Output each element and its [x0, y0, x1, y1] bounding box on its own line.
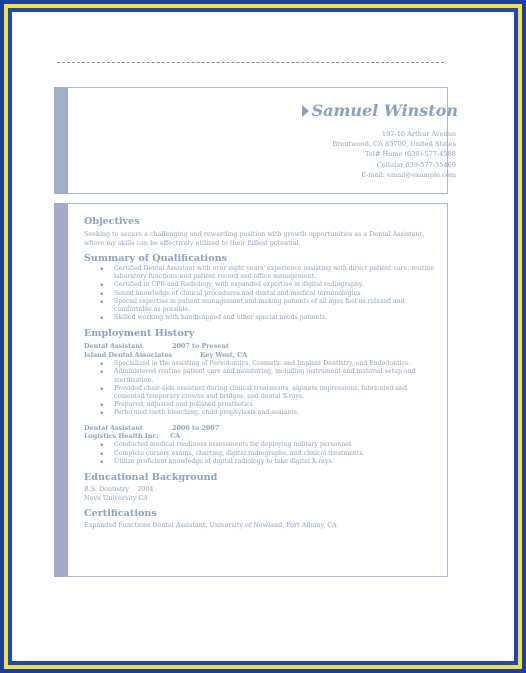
email: E-mail: email@example.com — [361, 170, 456, 179]
certifications-text: Expanded Functions Dental Assistant, University of Newland, Port Albany, CA — [84, 521, 337, 530]
education-heading: Educational Background — [84, 472, 218, 484]
job-1-header — [84, 342, 434, 359]
resume-content — [84, 216, 434, 530]
list-item: ▪ Provided chair-side assistant during clinical treatments, alginate impressions, fabricated and cemented temporary crowns and bridges, and dental X-rays. — [114, 385, 434, 401]
header-accent-bar — [54, 87, 68, 194]
list-item: ▪ Special expertise in patient management and making patients of all ages feel as relaxed and comfortable as possible. — [114, 298, 434, 314]
list-item: ▪ Utilize proficient knowledge of digital radiology to take digital X-rays. — [114, 458, 434, 466]
list-item: ▪ Complete cursory exams, charting, digital radiographs, and clinical treatments. — [114, 450, 434, 458]
job-location: Key West, CA — [200, 350, 248, 359]
list-item: ▪ Performed tooth bleaching, child prophylaxis and sealants. — [114, 409, 434, 417]
job-1-duties — [84, 360, 434, 417]
cell-phone: Cellular 639-577-35469 — [376, 160, 456, 169]
job-period: 2007 to Present — [172, 342, 229, 351]
objectives-text: Seeking to secure a challenging and rewarding position with growth opportunities as a Dental Assistant, where my skills can be effectively utilized to their fullest potential. — [84, 230, 425, 247]
summary-list — [84, 265, 434, 322]
list-item: ▪ Sound knowledge of clinical procedures and dental and medical terminologies. — [114, 290, 434, 298]
list-item: ▪ Certified in CPR and Radiology, with expanded expertise in digital radiography. — [114, 281, 434, 289]
candidate-name: Samuel Winston — [311, 101, 458, 120]
job-period: 2006 to 2007 — [172, 423, 220, 432]
job-company: Logistics Health Inc. — [84, 432, 159, 441]
list-item: ▪ Certified Dental Assistant with over eight years' experience assisting with direct patient care, routine laboratory functions and patient record and office management. — [114, 265, 434, 281]
school-line: Nova University CA — [84, 493, 148, 502]
list-item: ▪ Conducted medical readiness assessments for deploying military personnel. — [114, 441, 434, 449]
job-2-header — [84, 424, 434, 441]
job-company: Island Dental Associates — [84, 350, 172, 359]
list-item: ▪ Administered routine patient care and monitoring, including instrument and material setup and sterilization. — [114, 368, 434, 384]
job-role: Dental Assistant — [84, 423, 143, 432]
certifications-heading: Certifications — [84, 508, 157, 520]
degree-line: B.S. Dentistry 2004 — [84, 485, 154, 494]
list-item: ▪ Specialized in the assisting of Periodontics, Cosmetic and Implant Dentistry, and Endodontics. — [114, 360, 434, 368]
address-line-1: 197-16 Arthur Avenue — [381, 130, 456, 138]
job-2-duties — [84, 441, 434, 466]
job-location: CA — [170, 432, 181, 441]
job-role: Dental Assistant — [84, 342, 143, 351]
contact-info — [332, 129, 456, 180]
list-item: ▪ Prepared, adjusted and polished prosthetics — [114, 401, 434, 409]
education-details — [84, 485, 434, 502]
dashed-divider — [57, 62, 444, 63]
list-item: ▪ Skilled working with handicapped and other special needs patients. — [114, 314, 434, 322]
summary-heading: Summary of Qualifications — [84, 253, 227, 264]
home-phone: Tel# Home (639)-577-4588 — [364, 150, 456, 159]
objectives-heading: Objectives — [84, 216, 140, 227]
arrow-icon — [302, 105, 309, 117]
address-line-2: Brentwood, CA 85700, United States — [332, 140, 456, 149]
employment-heading: Employment History — [84, 328, 195, 340]
body-accent-bar — [54, 203, 68, 577]
name-block — [302, 101, 458, 120]
